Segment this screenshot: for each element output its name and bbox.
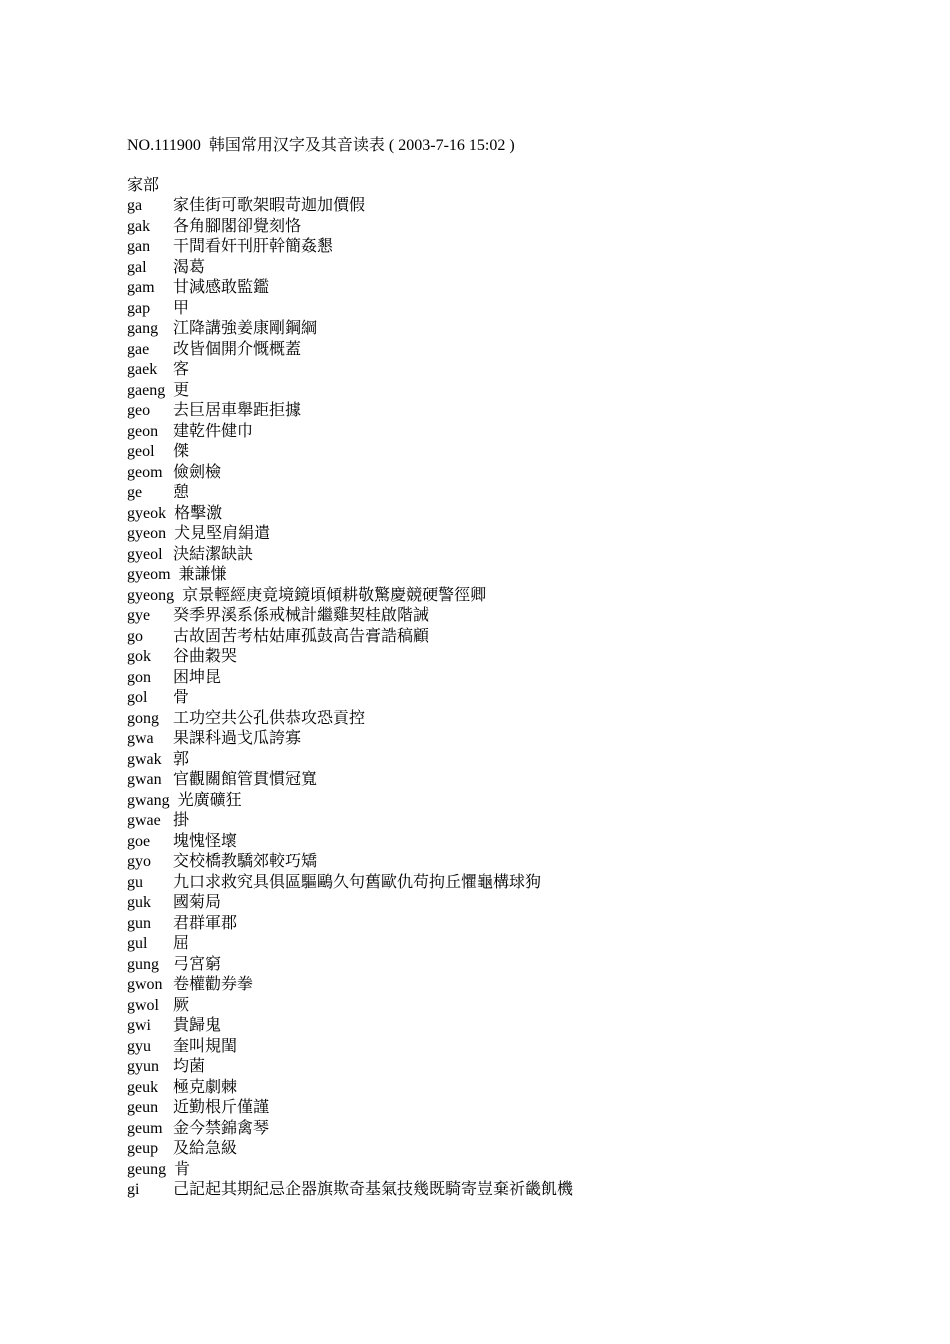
romanization: gwak [127,750,162,768]
reading-entry [127,893,907,914]
hanja-characters: 儉劍檢 [173,463,222,481]
hanja-characters: 客 [173,361,190,378]
hanja-characters: 傑 [173,443,190,460]
reading-entry [127,709,907,730]
reading-entry [127,914,907,935]
romanization: gaeng [127,381,166,399]
romanization: goe [127,832,151,850]
hanja-characters: 果課科過戈瓜誇寡 [173,730,302,747]
hanja-characters: 甘減感敢監鑑 [173,279,270,296]
romanization: gal [127,258,147,276]
reading-entry [127,750,907,771]
romanization: gok [127,648,151,665]
romanization: gun [127,914,151,932]
reading-entry [127,586,907,607]
hanja-characters: 均菌 [173,1058,206,1075]
hanja-characters: 改皆個開介慨概蓋 [173,340,302,358]
reading-entry [127,1078,907,1099]
reading-entry [127,1016,907,1037]
document-page [127,136,907,1201]
hanja-characters: 九口求救究具俱區驅鷗久句舊歐仇苟拘丘懼龜構球狗 [173,873,542,891]
romanization: geuk [127,1078,159,1096]
section-heading: 家部 [127,177,160,194]
reading-entry [127,565,907,586]
romanization: geol [127,443,155,460]
hanja-characters: 塊愧怪壞 [173,832,238,850]
hanja-characters: 犬見堅肩絹遣 [174,525,271,542]
hanja-characters: 谷曲穀哭 [173,648,238,665]
reading-entry [127,237,907,258]
romanization: gi [127,1181,140,1198]
romanization: gang [127,320,159,337]
reading-entry [127,381,907,402]
reading-entry [127,647,907,668]
romanization: gyeon [127,525,167,542]
romanization: geun [127,1099,159,1116]
hanja-characters: 己記起其期紀忌企器旗欺奇基氣技幾既騎寄豈棄祈畿飢機 [173,1181,574,1198]
hanja-characters: 掛 [173,812,190,829]
hanja-characters: 厥 [173,996,190,1014]
reading-entry [127,668,907,689]
romanization: geo [127,402,151,419]
reading-entry [127,319,907,340]
romanization: gak [127,217,151,235]
reading-entry [127,524,907,545]
reading-entry [127,873,907,894]
romanization: gwi [127,1017,151,1034]
romanization: gong [127,709,159,727]
reading-entry [127,1119,907,1140]
romanization: gyu [127,1037,151,1055]
reading-entry [127,360,907,381]
hanja-characters: 古故固苦考枯姑庫孤鼓高告膏誥稿顧 [173,627,430,645]
reading-entry [127,955,907,976]
romanization: gwol [127,996,159,1014]
hanja-characters: 更 [173,381,190,399]
document-title: NO.111900 韩国常用汉字及其音读表 ( 2003-7-16 15:02 ) [127,137,515,154]
romanization: gyeol [127,545,163,563]
romanization: gol [127,689,148,706]
reading-entry [127,463,907,484]
romanization: gwa [127,730,154,747]
hanja-characters: 渴葛 [173,258,206,276]
reading-entry [127,606,907,627]
reading-entry [127,278,907,299]
reading-entry [127,1057,907,1078]
reading-entry [127,258,907,279]
hanja-characters: 弓宮窮 [173,955,222,973]
hanja-characters: 兼謙慊 [178,566,227,583]
reading-entry [127,729,907,750]
reading-entry [127,627,907,648]
hanja-characters: 癸季界溪系係戒械計繼雞契桂啟階誡 [173,607,430,624]
romanization: gam [127,279,155,296]
reading-list [127,196,907,1201]
romanization: gyun [127,1058,159,1075]
romanization: gung [127,955,159,973]
hanja-characters: 光廣礦狂 [177,791,242,809]
reading-entry [127,545,907,566]
hanja-characters: 憩 [173,484,190,501]
reading-entry [127,1098,907,1119]
hanja-characters: 金今禁錦禽琴 [173,1119,270,1137]
romanization: gwon [127,976,163,993]
hanja-characters: 及給急級 [173,1140,238,1157]
romanization: gul [127,935,148,952]
reading-entry [127,791,907,812]
hanja-characters: 奎叫規閨 [173,1037,238,1055]
hanja-characters: 君群軍郡 [173,914,238,932]
romanization: geung [127,1160,167,1178]
hanja-characters: 家佳街可歌架暇苛迦加價假 [173,197,366,214]
hanja-characters: 干間看奸刊肝幹簡姦懇 [173,238,334,255]
romanization: gyeok [127,504,167,522]
romanization: geup [127,1140,159,1157]
hanja-characters: 格擊激 [174,504,223,522]
hanja-characters: 貴歸鬼 [173,1017,222,1034]
romanization: geom [127,463,163,481]
hanja-characters: 工功空共公孔供恭攻恐貢控 [173,709,366,727]
hanja-characters: 屈 [173,935,190,952]
romanization: geum [127,1119,163,1137]
hanja-characters: 交校橋教驕郊較巧矯 [173,853,318,870]
reading-entry [127,852,907,873]
reading-entry [127,299,907,320]
reading-entry [127,688,907,709]
romanization: gan [127,238,151,255]
reading-entry [127,401,907,422]
romanization: gyeong [127,586,175,604]
hanja-characters: 官觀關館管貫慣冠寬 [173,771,318,788]
reading-entry [127,1139,907,1160]
hanja-characters: 極克劇棘 [173,1078,238,1096]
reading-entry [127,1037,907,1058]
romanization: gon [127,668,151,686]
reading-entry [127,340,907,361]
reading-entry [127,422,907,443]
romanization: gwan [127,771,162,788]
romanization: gwang [127,791,170,809]
reading-entry [127,483,907,504]
hanja-characters: 決結潔缺訣 [173,545,254,563]
romanization: gae [127,340,150,358]
hanja-characters: 去巨居車舉距拒據 [173,402,302,419]
reading-entry [127,1160,907,1181]
hanja-characters: 國菊局 [173,894,222,911]
reading-entry [127,442,907,463]
reading-entry [127,996,907,1017]
hanja-characters: 各角腳閣卻覺刻恪 [173,217,302,235]
reading-entry [127,504,907,525]
reading-entry [127,832,907,853]
hanja-characters: 卷權勸券拳 [173,976,254,993]
romanization: gu [127,873,143,891]
romanization: gye [127,607,151,624]
hanja-characters: 江降講強姜康剛鋼綱 [173,320,318,337]
romanization: gaek [127,361,158,378]
hanja-characters: 郭 [173,750,190,768]
romanization: gwae [127,812,161,829]
reading-entry [127,770,907,791]
hanja-characters: 甲 [173,299,190,317]
romanization: guk [127,894,151,911]
romanization: ga [127,197,143,214]
reading-entry [127,975,907,996]
reading-entry [127,811,907,832]
hanja-characters: 骨 [173,689,190,706]
reading-entry [127,217,907,238]
romanization: gyeom [127,566,171,583]
reading-entry [127,934,907,955]
romanization: geon [127,422,159,440]
hanja-characters: 京景輕經庚竟境鏡頃傾耕敬驚慶競硬警徑卿 [182,586,487,604]
hanja-characters: 近勤根斤僅謹 [173,1099,270,1116]
romanization: go [127,627,143,645]
hanja-characters: 困坤昆 [173,668,222,686]
romanization: gap [127,299,151,317]
reading-entry [127,1180,907,1201]
hanja-characters: 建乾件健巾 [173,422,254,440]
romanization: ge [127,484,143,501]
reading-entry [127,196,907,217]
romanization: gyo [127,853,151,870]
hanja-characters: 肯 [174,1160,191,1178]
